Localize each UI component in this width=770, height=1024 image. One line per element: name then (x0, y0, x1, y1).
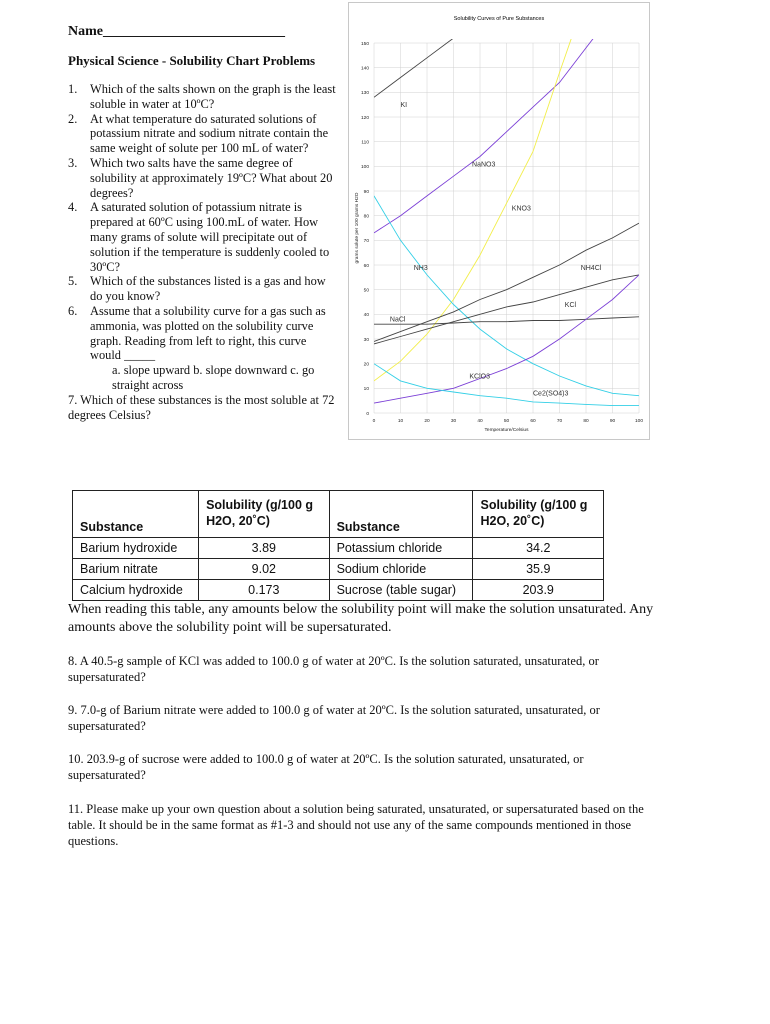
question-7: 7. Which of these substances is the most soluble at 72 degrees Celsius? (68, 392, 335, 422)
col-header-solubility-2: Solubility (g/100 g H2O, 20˚C) (473, 491, 604, 538)
y-tick-label: 50 (363, 288, 369, 294)
y-tick-label: 30 (363, 337, 369, 343)
question-6-options: a. slope upward b. slope downward c. go straight across (112, 363, 315, 392)
curve-label-nh3: NH3 (413, 264, 428, 272)
y-tick-label: 100 (360, 165, 369, 171)
x-tick-label: 70 (556, 419, 563, 424)
curve-label-kno3: KNO3 (511, 205, 531, 213)
x-axis-label: Temperature/Celsius (484, 428, 529, 433)
solubility-table (72, 490, 604, 601)
solubility-chart (348, 2, 650, 440)
col-header-substance: Substance (73, 491, 199, 538)
curve-label-kclo3: KClO3 (469, 373, 491, 381)
table-row: Barium hydroxide 3.89 Potassium chloride 34.2 (73, 538, 604, 559)
x-tick-label: 60 (530, 419, 536, 424)
question-6: 6. Assume that a solubility curve for a gas such as ammonia, was plotted on the solubility curve graph. Reading from left to right, this curve would _____ (68, 303, 326, 363)
question-5: 5. Which of the substances listed is a gas and how do you know? (68, 274, 326, 304)
y-tick-label: 70 (363, 239, 369, 245)
solubility-chart-svg (349, 3, 649, 439)
y-tick-label: 130 (360, 91, 369, 97)
col-header-solubility: Solubility (g/100 g H2O, 20˚C) (199, 491, 330, 538)
x-tick-label: 0 (372, 419, 376, 424)
question-10: 10. 203.9-g of sucrose were added to 100.0 g of water at 20ºC. Is the solution saturated, unsaturated, or supersaturated? (68, 752, 584, 782)
y-tick-label: 140 (360, 66, 369, 72)
y-tick-label: 110 (361, 140, 369, 146)
curve-label-nh4cl: NH4Cl (580, 264, 602, 272)
question-11: 11. Please make up your own question about a solution being saturated, unsaturated, or supersaturated based on the table. It should be in the same format as #1-3 and should not use any of the same compounds mentioned in those questions. (68, 802, 644, 848)
question-8: 8. A 40.5-g sample of KCl was added to 100.0 g of water at 20ºC. Is the solution saturated, unsaturated, or supersaturated? (68, 654, 599, 684)
y-tick-label: 10 (363, 387, 369, 393)
y-axis-label: grams solute per 100 grams H2O (355, 192, 360, 264)
y-tick-label: 20 (363, 362, 369, 368)
x-tick-label: 30 (450, 419, 457, 424)
x-tick-label: 10 (397, 419, 404, 424)
table-header-row (73, 491, 604, 538)
y-tick-label: 90 (363, 189, 369, 195)
question-2: 2. At what temperature do saturated solutions of potassium nitrate and sodium nitrate contain the same weight of solute per 100 mL of water? (68, 111, 329, 156)
col-header-substance-2: Substance (329, 491, 473, 538)
table-note: When reading this table, any amounts below the solubility point will make the solution unsaturated. Any amounts above the solubility point will be supersaturated. (68, 602, 654, 635)
question-3: 3. Which two salts have the same degree of solubility at approximately 19ºC? What about 20 degrees? (68, 155, 333, 200)
table-row: Calcium hydroxide 0.173 Sucrose (table sugar) 203.9 (73, 580, 604, 601)
y-tick-label: 150 (360, 41, 369, 47)
x-tick-label: 90 (609, 419, 616, 424)
x-tick-label: 40 (477, 419, 483, 424)
y-tick-label: 80 (363, 214, 369, 220)
question-9: 9. 7.0-g of Barium nitrate were added to 100.0 g of water at 20ºC. Is the solution saturated, unsaturated, or supersaturated? (68, 703, 600, 733)
curve-label-nacl: NaCl (389, 316, 406, 324)
y-tick-label: 120 (360, 115, 369, 121)
curve-label-nano3: NaNO3 (472, 161, 496, 169)
worksheet-title: Physical Science - Solubility Chart Problems (68, 53, 316, 68)
curve-label-ce2-so4-3: Ce2(SO4)3 (533, 390, 569, 398)
question-list (68, 82, 340, 422)
chart-title: Solubility Curves of Pure Substances (453, 16, 545, 22)
x-tick-label: 20 (424, 419, 430, 424)
x-tick-label: 80 (583, 419, 589, 424)
y-tick-label: 60 (363, 263, 369, 269)
x-tick-label: 100 (634, 419, 644, 424)
y-tick-label: 0 (366, 411, 369, 417)
x-tick-label: 50 (503, 419, 510, 424)
curve-label-kcl: KCl (564, 301, 577, 309)
table-row: Barium nitrate 9.02 Sodium chloride 35.9 (73, 559, 604, 580)
question-1: 1. Which of the salts shown on the graph is the least soluble in water at 10ºC? (68, 82, 336, 111)
question-4: 4. A saturated solution of potassium nitrate is prepared at 60ºC using 100.mL of water. How many grams of solute will precipitate out of solution if the temperature is suddenly cooled to 30ºC? (68, 200, 330, 274)
y-tick-label: 40 (363, 313, 369, 319)
name-field-label: Name__________________________ (68, 24, 285, 39)
curve-label-ki: KI (400, 102, 408, 110)
